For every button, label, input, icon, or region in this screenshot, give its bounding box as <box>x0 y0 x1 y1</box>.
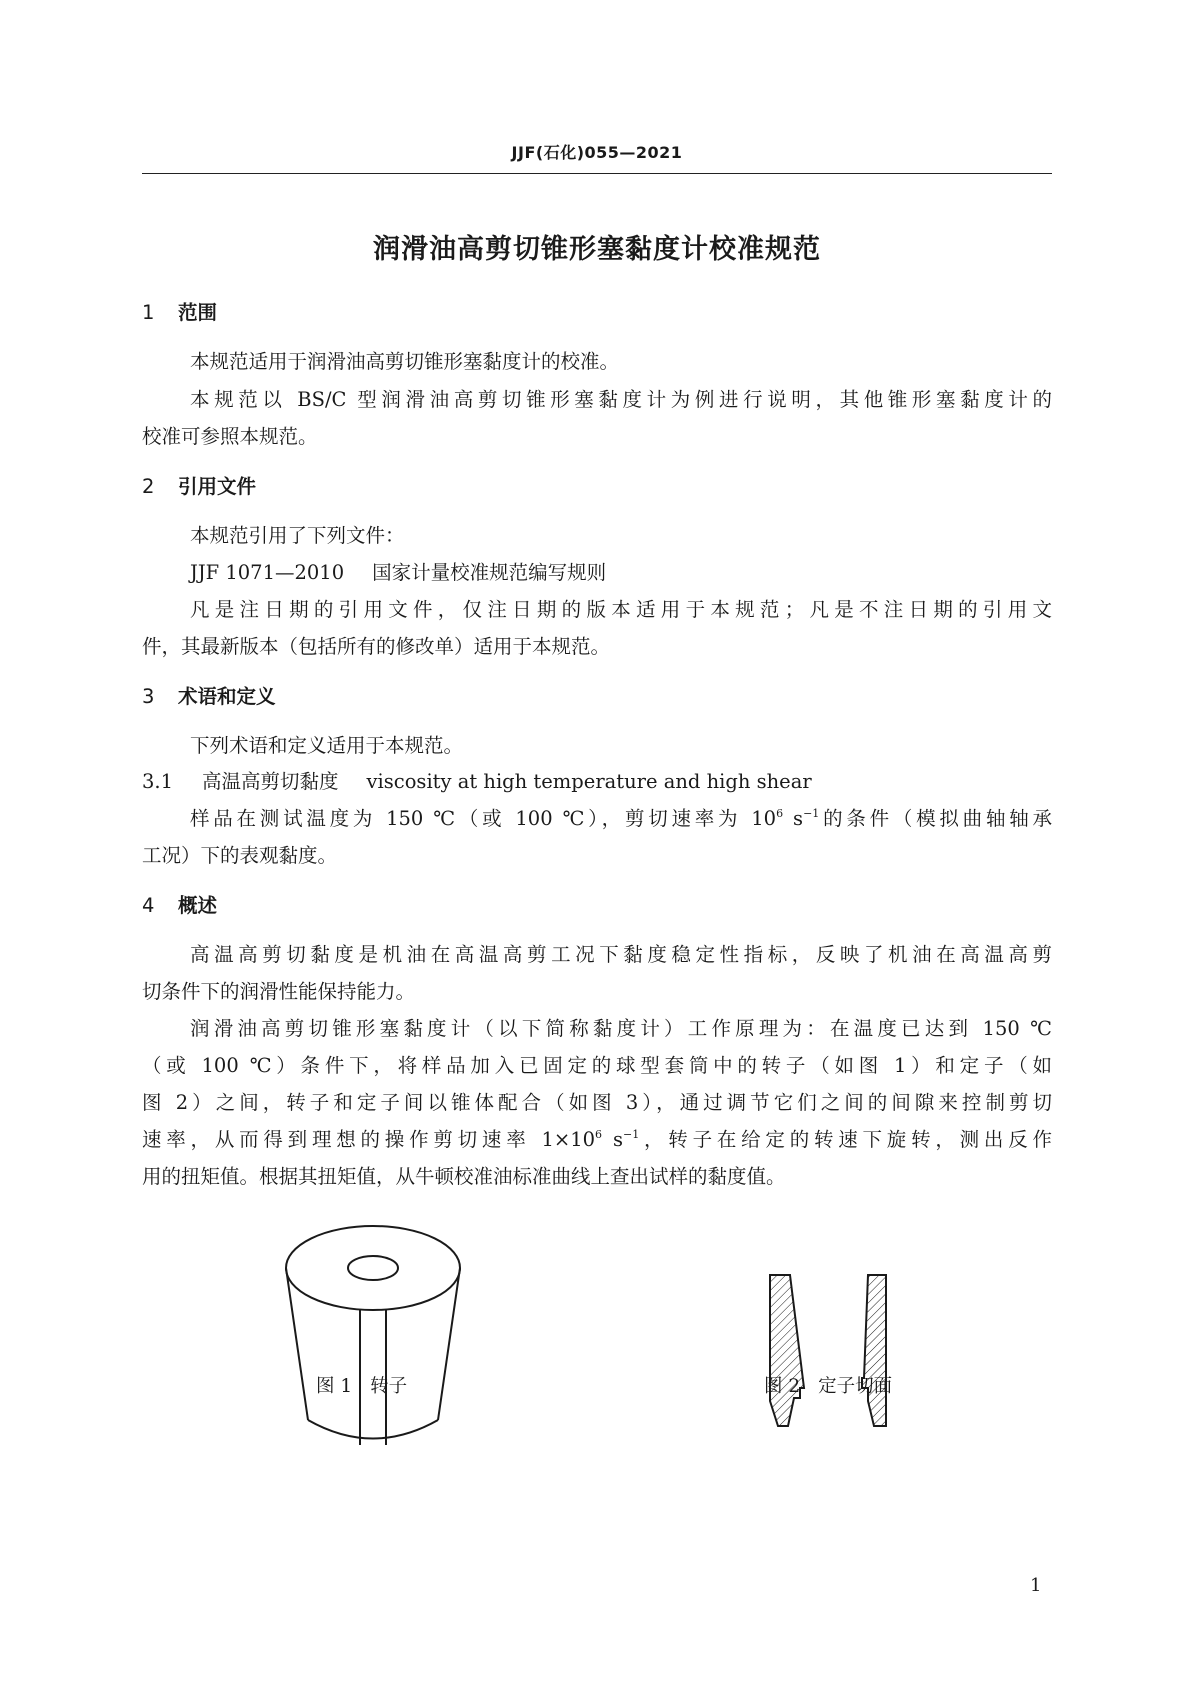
paragraph-line: 下列术语和定义适用于本规范。 <box>190 734 464 757</box>
stator-left-section <box>770 1275 804 1426</box>
paragraph-line: 润滑油高剪切锥形塞黏度计（以下简称黏度计）工作原理为：在温度已达到 150 ℃ <box>190 1017 1052 1040</box>
standard-code-header: JJF(石化)055—2021 <box>511 143 683 162</box>
paragraph-line: 本规范引用了下列文件： <box>190 524 405 547</box>
rotor-top-face <box>286 1226 460 1310</box>
paragraph-line: （或 100 ℃）条件下，将样品加入已固定的球型套筒中的转子（如图 1）和定子（如 <box>142 1054 1052 1077</box>
reference-title: 国家计量校准规范编写规则 <box>372 561 607 584</box>
text-run: ，转子在给定的转速下旋转，测出反作 <box>639 1128 1052 1151</box>
text-run: s <box>602 1128 624 1151</box>
superscript: 6 <box>595 1128 603 1141</box>
stator-right-section <box>862 1275 886 1426</box>
text-run: 速率，从而得到理想的操作剪切速率 1×10 <box>142 1128 596 1151</box>
superscript: −1 <box>623 1128 640 1141</box>
superscript: 6 <box>776 807 784 820</box>
rotor-right-edge <box>438 1268 460 1420</box>
section-title: 引用文件 <box>178 475 257 498</box>
text-run: 样品在测试温度为 150 ℃（或 100 ℃），剪切速率为 10 <box>190 807 777 830</box>
definition-line <box>190 806 1052 832</box>
paragraph-line: 校准可参照本规范。 <box>142 425 318 448</box>
paragraph-line: 凡是注日期的引用文件，仅注日期的版本适用于本规范；凡是不注日期的引用文 <box>190 598 1052 621</box>
reference-code: JJF 1071—2010 <box>190 561 345 584</box>
rotor-left-edge <box>286 1268 308 1420</box>
section-title: 范围 <box>178 301 218 324</box>
figure-caption-text: 定子切面 <box>818 1376 893 1397</box>
section-title: 概述 <box>178 894 218 917</box>
paragraph-line: 本规范适用于润滑油高剪切锥形塞黏度计的校准。 <box>190 350 620 373</box>
figure-1-caption <box>316 1372 407 1398</box>
superscript: −1 <box>803 807 820 820</box>
section-number: 1 <box>142 301 155 324</box>
section-4-heading <box>142 893 217 919</box>
definition-line: 工况）下的表观黏度。 <box>142 844 338 867</box>
paragraph-line: 本规范以 BS/C 型润滑油高剪切锥形塞黏度计为例进行说明，其他锥形塞黏度计的 <box>190 388 1052 411</box>
section-2-heading <box>142 474 256 500</box>
section-title: 术语和定义 <box>178 685 276 708</box>
section-3-heading <box>142 684 276 710</box>
figure-label: 图 2 <box>764 1376 801 1397</box>
rotor-bore <box>348 1256 398 1280</box>
term-number: 3.1 <box>142 770 174 793</box>
term-chinese: 高温高剪切黏度 <box>202 770 339 793</box>
paragraph-line: 高温高剪切黏度是机油在高温高剪工况下黏度稳定性指标，反映了机油在高温高剪 <box>190 943 1052 966</box>
rotor-bottom-edge <box>308 1420 438 1439</box>
rotor-figure <box>280 1210 470 1460</box>
text-run: s <box>783 807 804 830</box>
section-number: 4 <box>142 894 155 917</box>
header-rule <box>142 173 1052 174</box>
paragraph-line: 用的扭矩值。根据其扭矩值，从牛顿校准油标准曲线上查出试样的黏度值。 <box>142 1165 786 1188</box>
paragraph-line <box>142 1127 1052 1153</box>
section-number: 2 <box>142 475 155 498</box>
section-number: 3 <box>142 685 155 708</box>
reference-entry <box>190 560 1052 586</box>
page-number: 1 <box>1030 1575 1042 1596</box>
figure-2-caption <box>764 1372 892 1398</box>
figure-caption-text: 转子 <box>370 1376 408 1397</box>
term-entry <box>142 769 1052 795</box>
text-run: 的条件（模拟曲轴轴承 <box>819 807 1052 830</box>
term-english: viscosity at high temperature and high shear <box>366 770 812 793</box>
document-title: 润滑油高剪切锥形塞黏度计校准规范 <box>373 234 821 265</box>
paragraph-line: 切条件下的润滑性能保持能力。 <box>142 980 416 1003</box>
paragraph-line: 图 2）之间，转子和定子间以锥体配合（如图 3），通过调节它们之间的间隙来控制剪切 <box>142 1091 1052 1114</box>
paragraph-line: 件，其最新版本（包括所有的修改单）适用于本规范。 <box>142 635 611 658</box>
figure-label: 图 1 <box>316 1376 353 1397</box>
section-1-heading <box>142 300 217 326</box>
stator-section-figure <box>760 1275 900 1435</box>
